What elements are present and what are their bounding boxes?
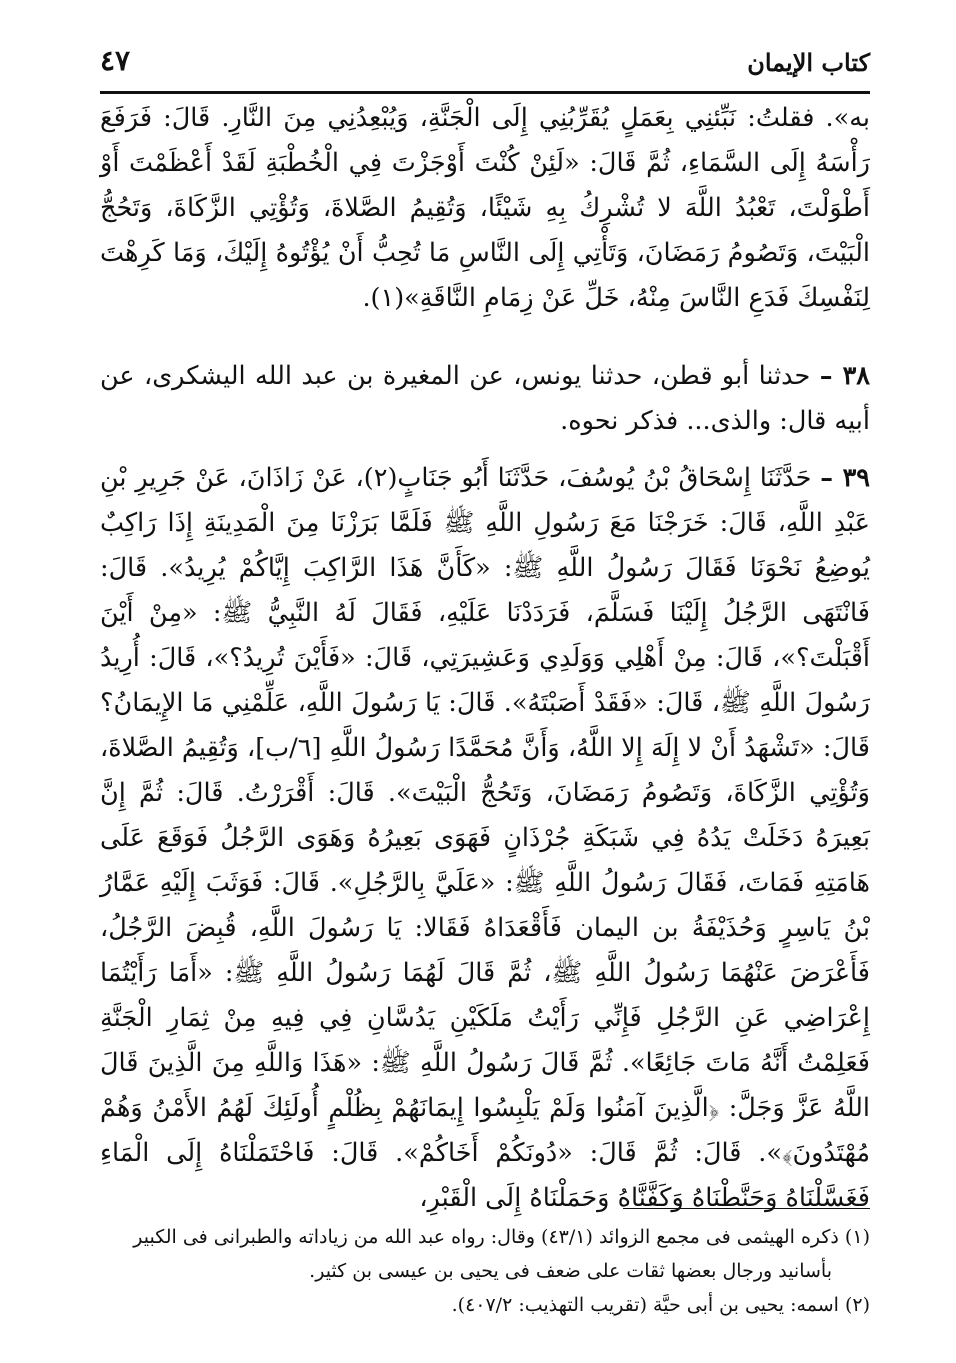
header-rule [100, 91, 870, 94]
footnote-2-line-1: (٢) اسمه: يحيى بن أبى حيَّة (تقريب التهذيب: ٤٠٧/٢). [451, 1294, 870, 1316]
paragraph-continuation [100, 96, 870, 346]
page-number: ٤٧ [100, 44, 131, 77]
hadith-number: ٣٩ – [820, 463, 870, 493]
running-title: كتاب الإيمان [747, 48, 870, 77]
paragraph-hadith-39 [100, 456, 870, 1213]
page-header [100, 40, 870, 90]
paragraph-text: حَدَّثَنَا إِسْحَاقُ بْنُ يُوسُفَ، حَدَّثَنَا أَبُو جَنَابٍ(٢)، عَنْ زَاذَانَ، عَنْ جَرِيرِ بْنِ عَبْدِ اللَّهِ، قَالَ: خَرَجْنَا مَعَ رَسُولِ اللَّهِ ﷺ فَلَمَّا بَرَزْنَا مِنَ الْمَدِينَةِ إِذَا رَاكِبٌ يُوضِعُ نَحْوَنَا فَقَالَ رَسُولُ اللَّهِ ﷺ: «كَأَنَّ هَذَا الرَّاكِبَ إِيَّاكُمْ يُرِيدُ». قَالَ: فَانْتَهَى الرَّجُلُ إِلَيْنَا فَسَلَّمَ، فَرَدَدْنَا عَلَيْهِ، فَقَالَ لَهُ النَّبِيُّ ﷺ: «مِنْ أَيْنَ أَقْبَلْتَ؟»، قَالَ: مِنْ أَهْلِي وَوَلَدِي وَعَشِيرَتِي، قَالَ: «فَأَيْنَ تُرِيدُ؟»، قَالَ: أُرِيدُ رَسُولَ اللَّهِ ﷺ، قَالَ: «فَقَدْ أَصَبْتَهُ». قَالَ: يَا رَسُولَ اللَّهِ، عَلِّمْنِي مَا الإِيمَانُ؟ قَالَ: «تَشْهَدُ أَنْ لا إِلَهَ إِلا اللَّهُ، وَأَنَّ مُحَمَّدًا رَسُولُ اللَّهِ [٦/ب]، وَتُقِيمُ الصَّلاةَ، وَتُؤْتِي الزَّكَاةَ، وَتَصُومُ رَمَضَانَ، وَتَحُجُّ الْبَيْتَ». قَالَ: أَقْرَرْتُ. قَالَ: ثُمَّ إِنَّ بَعِيرَهُ دَخَلَتْ يَدُهُ فِي شَبَكَةِ جُرْذَانٍ فَهَوَى بَعِيرُهُ وَهَوَى الرَّجُلُ فَوَقَعَ عَلَى هَامَتِهِ فَمَاتَ، فَقَالَ رَسُولُ اللَّهِ ﷺ: «عَلَيَّ بِالرَّجُلِ». قَالَ: فَوَثَبَ إِلَيْهِ عَمَّارُ بْنُ يَاسِرٍ وَحُذَيْفَةُ بن اليمان فَأَقْعَدَاهُ فَقَالا: يَا رَسُولَ اللَّهِ، قُبِضَ الرَّجُلُ، فَأَعْرَضَ عَنْهُمَا رَسُولُ اللَّهِ ﷺ، ثُمَّ قَالَ لَهُمَا رَسُولُ اللَّهِ ﷺ: «أَمَا رَأَيْتُمَا إِعْرَاضِي عَنِ الرَّجُلِ فَإِنِّي رَأَيْتُ مَلَكَيْنِ يَدُسَّانِ فِي فِيهِ مِنْ ثِمَارِ الْجَنَّةِ فَعَلِمْتُ أَنَّهُ مَاتَ جَائِعًا». ثُمَّ قَالَ رَسُولُ اللَّهِ ﷺ: «هَذَا وَاللَّهِ مِنَ الَّذِينَ قَالَ اللَّهُ عَزَّ وَجَلَّ: ﴿الَّذِينَ آمَنُوا وَلَمْ يَلْبِسُوا إِيمَانَهُمْ بِظُلْمٍ أُولَئِكَ لَهُمُ الأَمْنُ وَهُمْ مُهْتَدُونَ﴾». قَالَ: ثُمَّ قَالَ: «دُونَكُمْ أَخَاكُمْ». قَالَ: فَاحْتَمَلْنَاهُ إِلَى الْمَاءِ فَغَسَّلْنَاهُ وَحَنَّطْنَاهُ وَكَفَّنَّاهُ وَحَمَلْنَاهُ إِلَى الْقَبْرِ، [100, 463, 870, 1213]
hadith-number: ٣٨ – [819, 361, 870, 391]
paragraph-text: حدثنا أبو قطن، حدثنا يونس، عن المغيرة بن عبد الله اليشكرى، عن أبيه قال: والذى... فذكر نحوه. [100, 361, 870, 436]
paragraph-text: به». فقلتُ: نَبِّئنِي بِعَمَلٍ يُقَرِّبُنِي إِلَى الْجَنَّةِ، وَيُبْعِدُنِي مِنَ النَّارِ. قَالَ: فَرَفَعَ رَأْسَهُ إِلَى السَّمَاءِ، ثُمَّ قَالَ: «لَئِنْ كُنْتَ أَوْجَزْتَ فِي الْخُطْبَةِ لَقَدْ أَعْظَمْتَ أَوْ أَطْوَلْتَ، تَعْبُدُ اللَّهَ لا تُشْرِكُ بِهِ شَيْئًا، وَتُقِيمُ الصَّلاةَ، وَتُؤْتِي الزَّكَاةَ، وَتَحُجُّ الْبَيْتَ، وَتَصُومُ رَمَضَانَ، وَتَأْتِي إِلَى النَّاسِ مَا تُحِبُّ أَنْ يُؤْتُوهُ إِلَيْكَ، وَمَا كَرِهْتَ لِنَفْسِكَ فَدَعِ النَّاسَ مِنْهُ، خَلِّ عَنْ زِمَامِ النَّاقَةِ»(١). [100, 103, 870, 313]
footnotes [100, 1220, 870, 1322]
footnote-1-line-1: (١) ذكره الهيثمى فى مجمع الزوائد (٤٣/١) وقال: رواه عبد الله من زياداته والطبرانى فى الكبير [133, 1226, 870, 1248]
footnote-1-line-2: بأسانيد ورجال بعضها ثقات على ضعف فى يحيى بن عيسى بن كثير. [309, 1260, 832, 1282]
footnote-separator [623, 1208, 870, 1209]
paragraph-hadith-38 [100, 354, 870, 446]
